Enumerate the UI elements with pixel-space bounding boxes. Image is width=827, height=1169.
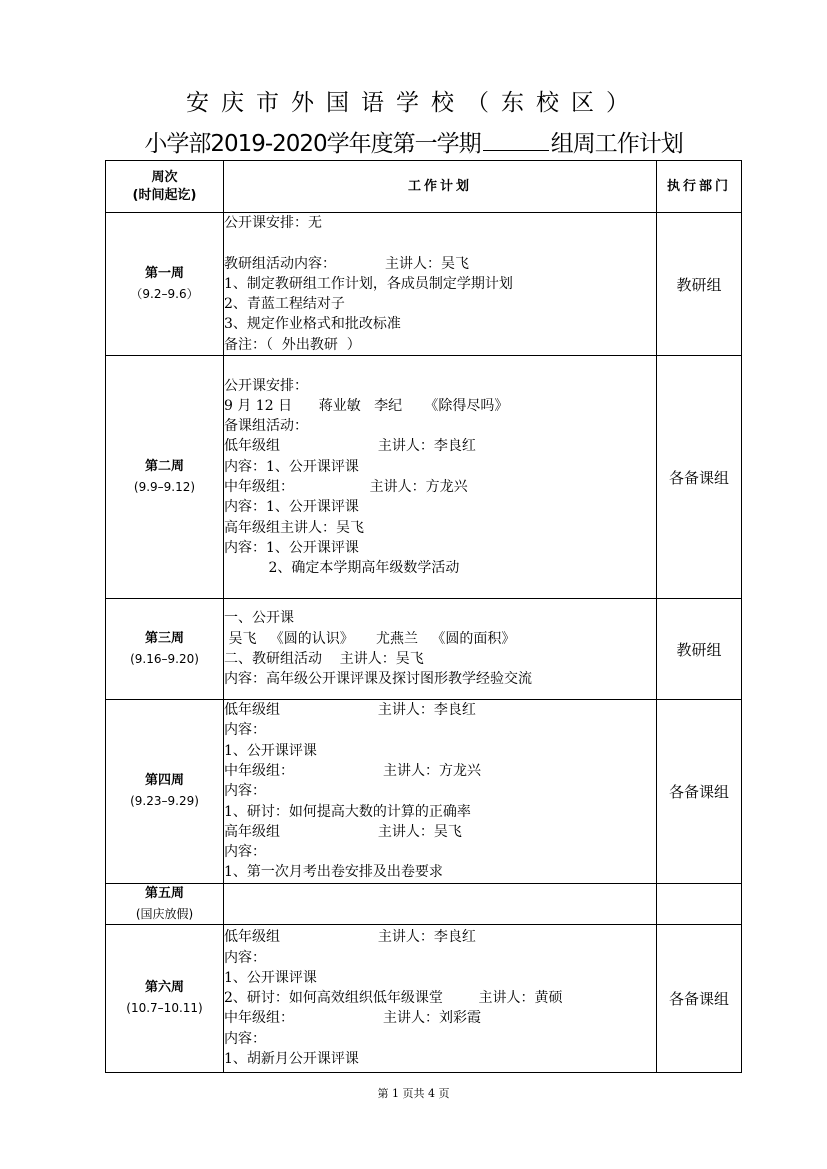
table-row — [106, 700, 742, 884]
plan-line: 备课组活动： — [224, 418, 308, 435]
week-label: 第二周 — [144, 459, 184, 475]
header-dept: 执行部门 — [657, 161, 742, 213]
week-cell — [106, 883, 224, 924]
table-row — [106, 883, 742, 924]
week-dates: (10.7–10.11) — [126, 1001, 203, 1016]
week-label: 第三周 — [144, 631, 184, 647]
plan-line: 1、第一次月考出卷安排及出卷要求 — [224, 864, 443, 881]
plan-line: 低年级组 主讲人：李良红 — [224, 438, 476, 455]
plan-cell — [224, 924, 657, 1072]
header-week-label: 周次 — [151, 169, 178, 185]
week-dates: （9.2–9.6） — [130, 287, 199, 302]
week-dates: (9.9–9.12) — [133, 480, 196, 495]
plan-line: 中年级组： 主讲人：方龙兴 — [224, 479, 468, 496]
plan-cell — [224, 356, 657, 599]
page-title: 安庆市外国语学校（东校区） — [186, 90, 641, 116]
week-label: 第五周 — [144, 885, 184, 901]
week-label: 第四周 — [144, 773, 184, 789]
table-row — [106, 599, 742, 700]
plan-line: 3、规定作业格式和批改标准 — [224, 316, 401, 333]
plan-line: 1、研讨：如何提高大数的计算的正确率 — [224, 803, 471, 820]
plan-line: 教研组活动内容： 主讲人：吴飞 — [224, 255, 469, 272]
page-subtitle — [0, 128, 827, 160]
plan-line: 吴飞 《圆的认识》 尤燕兰 《圆的面积》 — [224, 630, 516, 647]
plan-line: 备注：（ 外出教研 ） — [224, 336, 361, 353]
dept-cell: 各备课组 — [657, 356, 742, 599]
plan-line: 1、胡新月公开课评课 — [224, 1050, 359, 1067]
plan-line: 内容： — [224, 949, 266, 966]
header-plan: 工作计划 — [224, 161, 657, 213]
plan-line: 中年级组： 主讲人：方龙兴 — [224, 762, 482, 779]
plan-line: 2、确定本学期高年级数学活动 — [224, 560, 460, 577]
plan-cell — [224, 213, 657, 356]
week-cell — [106, 700, 224, 884]
plan-line: 内容： — [224, 1030, 266, 1047]
plan-line: 内容：1、公开课评课 — [224, 458, 359, 475]
plan-line: 内容：1、公开课评课 — [224, 539, 359, 556]
plan-line — [224, 233, 656, 253]
week-cell — [106, 213, 224, 356]
dept-cell: 各备课组 — [657, 700, 742, 884]
weekly-plan-table — [105, 160, 742, 1073]
week-cell — [106, 599, 224, 700]
plan-line: 内容： — [224, 844, 266, 861]
plan-cell — [224, 599, 657, 700]
plan-line: 1、公开课评课 — [224, 969, 317, 986]
plan-line: 内容： — [224, 722, 266, 739]
dept-cell: 教研组 — [657, 213, 742, 356]
table-row — [106, 356, 742, 599]
week-cell — [106, 924, 224, 1072]
plan-line: 低年级组 主讲人：李良红 — [224, 929, 476, 946]
subtitle-prefix: 小学部2019-2020学年度第一学期 — [144, 131, 481, 157]
header-week — [106, 161, 224, 213]
table-row — [106, 924, 742, 1072]
plan-line: 2、青蓝工程结对子 — [224, 296, 345, 313]
dept-cell: 各备课组 — [657, 924, 742, 1072]
header-week-sub: (时间起讫) — [132, 187, 197, 203]
plan-cell — [224, 883, 657, 924]
plan-line: 公开课安排： — [224, 377, 308, 394]
plan-line: 内容：高年级公开课评课及探讨图形教学经验交流 — [224, 671, 532, 688]
plan-line: 二、教研组活动 主讲人：吴飞 — [224, 651, 424, 668]
plan-line: 一、公开课 — [224, 610, 294, 627]
table-row — [106, 213, 742, 356]
page-footer: 第 1 页共 4 页 — [377, 1087, 450, 1100]
plan-line: 2、研讨：如何高效组织低年级课堂 主讲人：黄硕 — [224, 990, 563, 1007]
week-dates: (9.16–9.20) — [130, 652, 199, 667]
dept-cell — [657, 883, 742, 924]
plan-line: 中年级组： 主讲人：刘彩霞 — [224, 1010, 482, 1027]
subtitle-suffix: 组周工作计划 — [550, 131, 683, 157]
dept-cell: 教研组 — [657, 599, 742, 700]
table-header-row — [106, 161, 742, 213]
plan-line: 低年级组 主讲人：李良红 — [224, 702, 476, 719]
week-dates: (9.23–9.29) — [130, 794, 199, 809]
plan-line: 高年级组 主讲人：吴飞 — [224, 823, 462, 840]
plan-line: 内容：1、公开课评课 — [224, 499, 359, 516]
plan-line: 1、公开课评课 — [224, 742, 317, 759]
week-dates: (国庆放假) — [135, 906, 194, 921]
plan-line: 1、制定教研组工作计划，各成员制定学期计划 — [224, 275, 513, 292]
plan-line: 高年级组主讲人：吴飞 — [224, 519, 364, 536]
plan-cell — [224, 700, 657, 884]
week-label: 第一周 — [144, 266, 184, 282]
group-name-blank — [483, 128, 549, 151]
plan-line: 9 月 12 日 蒋业敏 李纪 《除得尽吗》 — [224, 397, 509, 414]
week-cell — [106, 356, 224, 599]
plan-line: 公开课安排：无 — [224, 215, 322, 231]
plan-line: 内容： — [224, 783, 266, 800]
week-label: 第六周 — [144, 980, 184, 996]
